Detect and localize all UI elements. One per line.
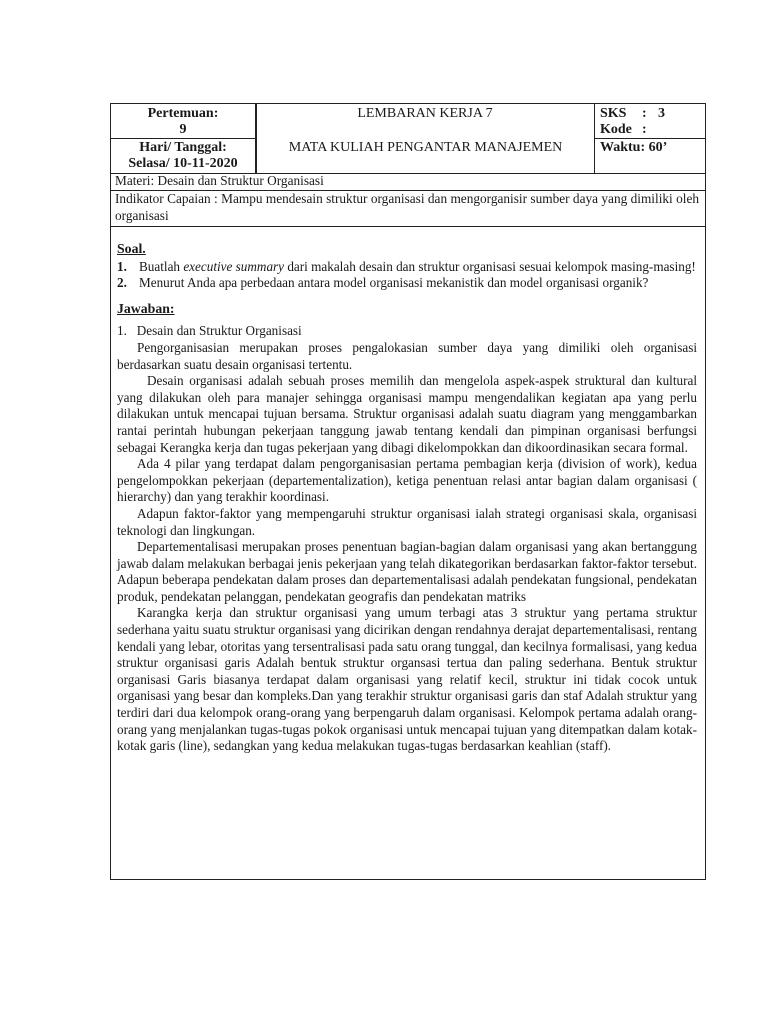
soal-text-pre: Buatlah bbox=[139, 258, 184, 274]
sks-cell bbox=[595, 104, 705, 138]
paragraph: Adapun faktor-faktor yang mempengaruhi struktur organisasi ialah strategi organisasi skala, organisasi teknologi dan lingkungan. bbox=[117, 505, 697, 538]
course-subtitle: MATA KULIAH PENGANTAR MANAJEMEN bbox=[288, 140, 563, 155]
paragraph: Ada 4 pilar yang terdapat dalam pengorganisasian pertama pembagian kerja (division of work), kedua pengelompokkan pekerjaan (departementalization), ketiga penentuan relasi antar bagian dalam organisasi ( hierarchy) dan yang terakhir koordinasi. bbox=[117, 456, 697, 505]
soal-text-emphasis: executive summary bbox=[183, 258, 285, 274]
soal-text-post: dari makalah desain dan struktur organisasi sesuai kelompok masing-masing! bbox=[284, 258, 696, 274]
paragraph: Karangka kerja dan struktur organisasi yang umum terbagi atas 3 struktur yang pertama struktur sederhana yaitu suatu struktur organisasi yang dicirikan dengan rendahnya derajat departementalisasi, rentang kendali yang lebar, otoritas yang tersentralisasi pada satu orang tunggal, dan kecilnya formalisasi, yang kedua struktur organisasi garis Adalah bentuk struktur organsasi tertua dan paling sederhana. Bentuk struktur organisasi Garis biasanya terdapat dalam organisasi yang relatif kecil, struktur ini tidak cocok untuk organisasi yang besar dan kompleks.Dan yang terakhir struktur organisasi garis dan staf Adalah struktur yang terdiri dari dua kelompok orang-orang yang berpengaruh dalam organisasi. Kelompok pertama adalah orang-orang yang menjalankan tugas-tugas pokok organisasi untuk mencapai tujuan yang ditempatkan dalam kotak-kotak garis (line), sedangkan yang kedua melakukan tugas-tugas berdasarkan keahlian (staff). bbox=[117, 605, 697, 754]
sks-label: SKS bbox=[600, 106, 627, 121]
title-divider-right bbox=[594, 104, 595, 173]
pertemuan-label: Pertemuan: bbox=[147, 106, 219, 121]
indikator-row bbox=[111, 190, 705, 227]
paragraph: Desain organisasi adalah sebuah proses memilih dan mengelola aspek-aspek struktural dan kultural yang dilakukan oleh para manajer sehingga organisasi mampu mengendalikan kegiatan apa yang perlu dilakukan untuk mencapai tujuan bersama. Struktur organisasi adalah suatu diagram yang menggambarkan rantai perintah hubungan pekerjaan tanggung jawab tentang kendali dan pimpinan organisasi berfungsi sebagai Kerangka kerja dan tugas pekerjaan yang dibagi dikelompokkan dan dikoordinasikan secara formal. bbox=[117, 373, 697, 455]
materi-row bbox=[111, 173, 705, 191]
hari-label: Hari/ Tanggal: bbox=[139, 140, 227, 155]
waktu-text: Waktu: 60’ bbox=[600, 140, 668, 155]
hari-value: Selasa/ 10-11-2020 bbox=[128, 156, 238, 171]
materi-text: Materi: Desain dan Struktur Organisasi bbox=[115, 173, 324, 188]
jawaban-heading: Jawaban: bbox=[117, 300, 175, 316]
soal-number: 2. bbox=[117, 275, 127, 291]
kode-line bbox=[600, 122, 705, 138]
soal-item-2 bbox=[117, 275, 697, 292]
sks-line bbox=[600, 106, 705, 122]
header-row-2 bbox=[111, 138, 705, 174]
soal-text-pre: Menurut Anda apa perbedaan antara model organisasi mekanistik dan model organisasi organik? bbox=[139, 275, 649, 291]
answer-body bbox=[117, 241, 697, 755]
soal-list bbox=[117, 259, 697, 292]
soal-number: 1. bbox=[117, 258, 127, 274]
kode-label: Kode bbox=[600, 122, 632, 137]
indikator-text: Indikator Capaian : Mampu mendesain struktur organisasi dan mengorganisir sumber daya yang dimiliki oleh organisasi bbox=[115, 191, 699, 223]
kode-sep: : bbox=[642, 122, 647, 137]
pertemuan-cell bbox=[111, 104, 256, 138]
sks-sep: : bbox=[642, 106, 647, 121]
pertemuan-value: 9 bbox=[179, 122, 187, 137]
paragraph: Departementalisasi merupakan proses penentuan bagian-bagian dalam organisasi yang akan bertanggung jawab dalam melakukan berbagai jenis pekerjaan yang telah dikategorikan berdasarkan faktor-faktor tersebut. Adapun beberapa pendekatan dalam proses dan departementalisasi adalah pendekatan fungsional, pendekatan produk, pendekatan pelanggan, pendekatan geografis dan pendekatan matriks bbox=[117, 539, 697, 604]
sks-value: 3 bbox=[658, 106, 665, 121]
soal-heading: Soal. bbox=[117, 241, 146, 256]
worksheet-table bbox=[110, 103, 706, 880]
section-title: 1. Desain dan Struktur Organisasi bbox=[117, 323, 302, 339]
worksheet-title: LEMBARAN KERJA 7 bbox=[357, 106, 493, 121]
waktu-cell bbox=[595, 138, 705, 173]
soal-item-1 bbox=[117, 259, 697, 276]
paragraph: Pengorganisasian merupakan proses pengalokasian sumber daya yang dimiliki oleh organisasi berdasarkan suatu desain organisasi tertentu. bbox=[117, 339, 697, 372]
hari-cell bbox=[111, 138, 256, 173]
title-merge-mask bbox=[257, 137, 594, 139]
